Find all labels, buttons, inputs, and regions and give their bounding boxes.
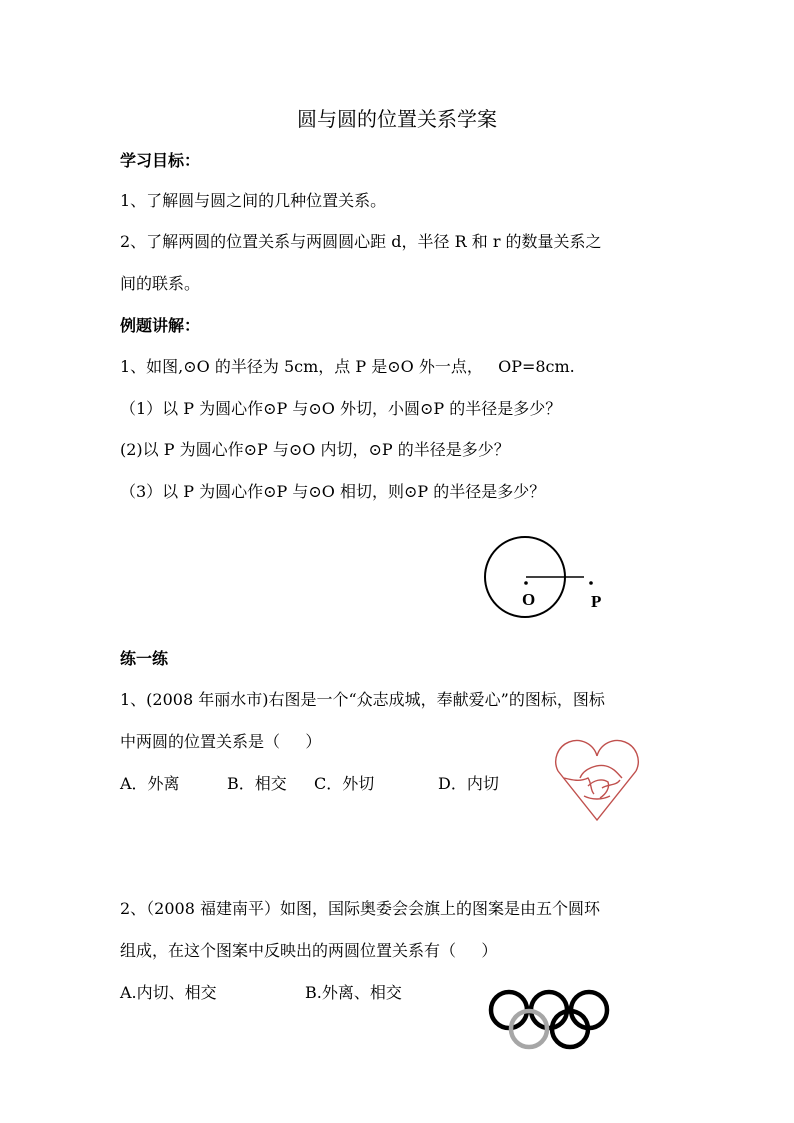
examples-heading: 例题讲解： [120, 316, 201, 335]
label-o: O [522, 590, 536, 609]
heart-figure-base [584, 796, 610, 799]
example-subquestion: （3）以 P 为圆心作⊙P 与⊙O 相切，则⊙P 的半径是多少？ [120, 482, 546, 501]
heart-left-arc [556, 741, 597, 771]
heart-outline [558, 771, 636, 820]
heart-crossing-arc [580, 766, 622, 779]
point-o [524, 581, 528, 585]
heart-logo-figure [550, 726, 646, 824]
goal-item: 间的联系。 [120, 274, 201, 293]
example-subquestion: (2)以 P 为圆心作⊙P 与⊙O 内切，⊙P 的半径是多少？ [120, 440, 510, 459]
option-b: B．相交 [227, 774, 287, 793]
ring-bottom-left [511, 1011, 547, 1047]
option-a: A．外离 [120, 774, 180, 793]
practice-question: 中两圆的位置关系是（ ） [120, 732, 322, 751]
olympic-rings-figure [484, 986, 620, 1052]
page-title: 圆与圆的位置关系学案 [297, 107, 497, 131]
option-a: A.内切、相交 [120, 983, 217, 1002]
point-p [589, 581, 593, 585]
practice-question: 2、（2008 福建南平）如图，国际奥委会会旗上的图案是由五个圆环 [120, 899, 600, 918]
practice-heading: 练一练 [120, 649, 169, 668]
example-question: 1、如图,⊙O 的半径为 5cm，点 P 是⊙O 外一点， OP=8cm. [120, 357, 575, 376]
heart-figure-right [602, 780, 620, 788]
ring-top-left [491, 992, 527, 1028]
goal-item: 1、了解圆与圆之间的几种位置关系。 [120, 191, 387, 210]
option-d: D．内切 [438, 774, 499, 793]
example-subquestion: （1）以 P 为圆心作⊙P 与⊙O 外切，小圆⊙P 的半径是多少？ [120, 399, 562, 418]
label-p: P [591, 592, 602, 611]
heart-right-arc [597, 741, 638, 771]
option-c: C．外切 [314, 774, 375, 793]
ring-top-middle [531, 992, 567, 1028]
practice-question: 组成，在这个图案中反映出的两圆位置关系有（ ） [120, 941, 498, 960]
practice-question: 1、(2008 年丽水市)右图是一个“众志成城，奉献爱心”的图标，图标 [120, 690, 605, 709]
circle-op-figure [470, 528, 620, 618]
option-b: B.外离、相交 [305, 983, 402, 1002]
heart-figure-left [564, 778, 594, 794]
goals-heading: 学习目标： [120, 151, 201, 170]
goal-item: 2、了解两圆的位置关系与两圆圆心距 d，半径 R 和 r 的数量关系之 [120, 232, 602, 251]
